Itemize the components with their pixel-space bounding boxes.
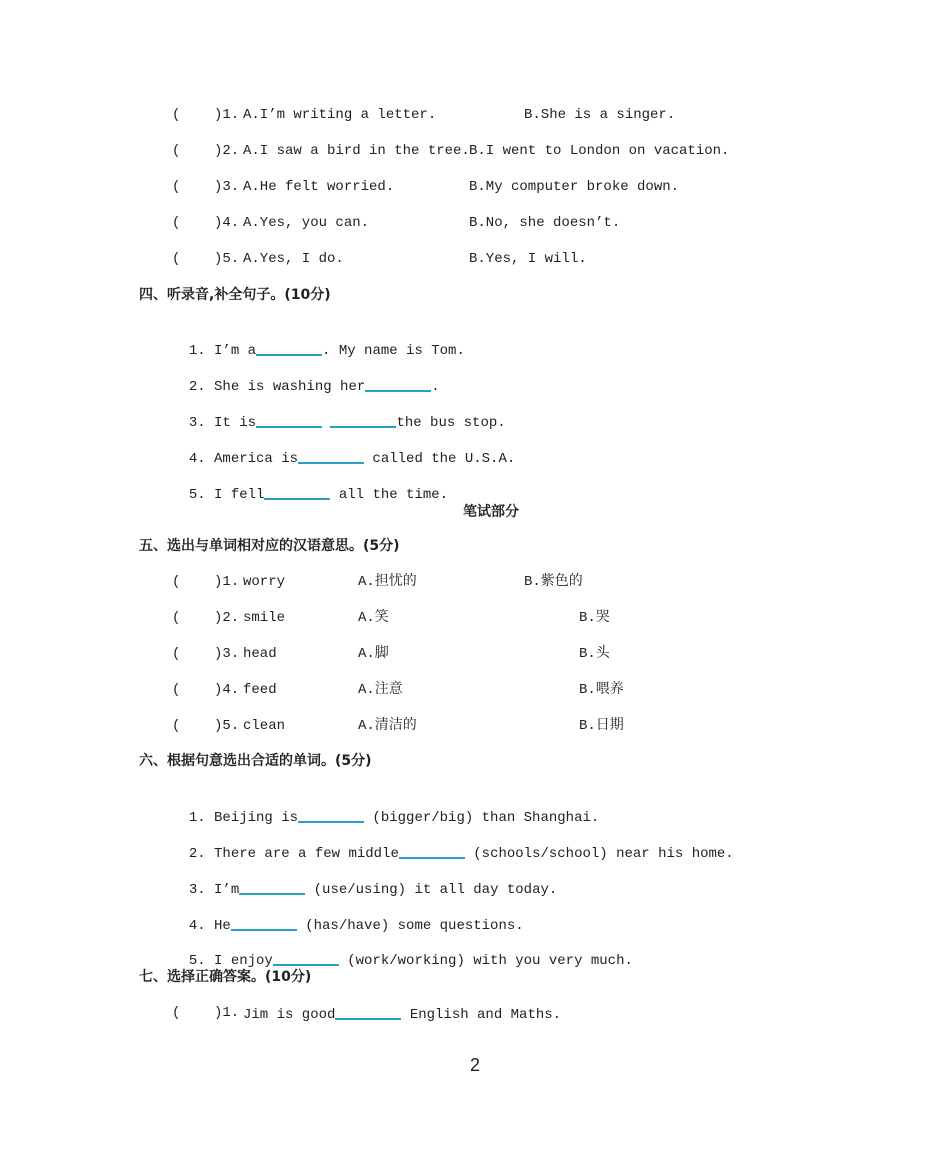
word: feed — [243, 682, 277, 698]
fill-blank[interactable] — [330, 412, 396, 428]
section-5-heading: 五、选出与单词相对应的汉语意思。(5分) — [139, 538, 400, 554]
sentence-start: 3. It is — [188, 415, 257, 431]
section-4-heading: 四、听录音,补全句子。(10分) — [139, 287, 331, 303]
answer-paren[interactable]: ( )5. — [172, 251, 240, 267]
sentence-start: Jim is good — [243, 1007, 336, 1023]
fill-blank[interactable] — [239, 879, 305, 895]
option-a: A.I saw a bird in the tree. — [243, 143, 470, 159]
option-b: B.I went to London on vacation. — [469, 143, 730, 159]
section-7-heading: 七、选择正确答案。(10分) — [139, 969, 312, 985]
sentence-end: all the time. — [330, 487, 449, 503]
sentence-start: 3. I’m — [188, 882, 240, 898]
s4-item-5 — [172, 466, 448, 504]
option-a: A.Yes, you can. — [243, 215, 370, 231]
fill-blank[interactable] — [256, 340, 322, 356]
sentence-end: the bus stop. — [396, 415, 506, 431]
sentence-end: (bigger/big) than Shanghai. — [364, 810, 600, 826]
s6-item-3 — [172, 861, 557, 899]
option-b: B.日期 — [579, 718, 624, 734]
answer-paren[interactable]: ( )3. — [172, 646, 240, 662]
answer-paren[interactable]: ( )2. — [172, 610, 240, 626]
fill-blank[interactable] — [256, 412, 322, 428]
option-b: B.Yes, I will. — [469, 251, 587, 267]
blank-gap — [322, 415, 330, 431]
option-a: A.He felt worried. — [243, 179, 395, 195]
s4-item-1 — [172, 322, 465, 360]
sentence-end: (work/working) with you very much. — [338, 953, 633, 969]
option-a: A.脚 — [358, 646, 389, 662]
word: head — [243, 646, 277, 662]
sentence-end: (has/have) some questions. — [296, 918, 524, 934]
fill-blank[interactable] — [365, 376, 431, 392]
question-sentence — [243, 1004, 561, 1024]
sentence-end: . My name is Tom. — [322, 343, 465, 359]
option-a: A.清洁的 — [358, 718, 417, 734]
option-b: B.哭 — [579, 610, 610, 626]
fill-blank[interactable] — [298, 807, 364, 823]
fill-blank[interactable] — [335, 1004, 401, 1020]
s6-item-2 — [172, 825, 734, 863]
s6-item-1 — [172, 789, 599, 827]
sentence-start: 5. I fell — [188, 487, 265, 503]
option-b: B.喂养 — [579, 682, 624, 698]
option-a: A.I’m writing a letter. — [243, 107, 437, 123]
sentence-start: 1. Beijing is — [188, 810, 299, 826]
fill-blank[interactable] — [264, 484, 330, 500]
sentence-end: (schools/school) near his home. — [464, 846, 734, 862]
page-number: 2 — [469, 1055, 480, 1075]
s4-item-4 — [172, 430, 515, 468]
option-b: B.No, she doesn’t. — [469, 215, 621, 231]
sentence-end: called the U.S.A. — [364, 451, 516, 467]
option-b: B.My computer broke down. — [469, 179, 680, 195]
written-part-title: 笔试部分 — [463, 504, 519, 520]
sentence-start: 2. There are a few middle — [188, 846, 399, 862]
s4-item-2 — [172, 358, 440, 396]
s7-item-1 — [0, 1004, 562, 1058]
s6-item-5 — [172, 932, 633, 970]
word: clean — [243, 718, 286, 734]
s4-item-3 — [172, 394, 506, 432]
option-b: B.头 — [579, 646, 610, 662]
answer-paren[interactable]: ( )1. — [172, 107, 240, 123]
section-6-heading: 六、根据句意选出合适的单词。(5分) — [139, 753, 372, 769]
answer-paren[interactable]: ( )1. — [172, 1005, 240, 1021]
word: smile — [243, 610, 286, 626]
s6-item-4 — [172, 897, 524, 935]
option-b: B.She is a singer. — [524, 107, 676, 123]
option-a: A.担忧的 — [358, 574, 417, 590]
answer-paren[interactable]: ( )3. — [172, 179, 240, 195]
fill-blank[interactable] — [298, 448, 364, 464]
fill-blank[interactable] — [273, 950, 339, 966]
sentence-start: 4. America is — [188, 451, 299, 467]
answer-paren[interactable]: ( )4. — [172, 682, 240, 698]
fill-blank[interactable] — [231, 915, 297, 931]
sentence-end: English and Maths. — [401, 1007, 562, 1023]
sentence-end: . — [431, 379, 440, 395]
option-b: B.紫色的 — [524, 574, 583, 590]
option-a: A.笑 — [358, 610, 389, 626]
sentence-end: (use/using) it all day today. — [305, 882, 558, 898]
option-a: A.Yes, I do. — [243, 251, 344, 267]
fill-blank[interactable] — [399, 843, 465, 859]
sentence-start: 2. She is washing her — [188, 379, 366, 395]
sentence-start: 5. I enjoy — [188, 953, 273, 969]
answer-paren[interactable]: ( )2. — [172, 143, 240, 159]
sentence-start: 1. I’m a — [188, 343, 257, 359]
sentence-start: 4. He — [188, 918, 231, 934]
answer-paren[interactable]: ( )5. — [172, 718, 240, 734]
word: worry — [243, 574, 286, 590]
answer-paren[interactable]: ( )1. — [172, 574, 240, 590]
answer-paren[interactable]: ( )4. — [172, 215, 240, 231]
option-a: A.注意 — [358, 682, 403, 698]
